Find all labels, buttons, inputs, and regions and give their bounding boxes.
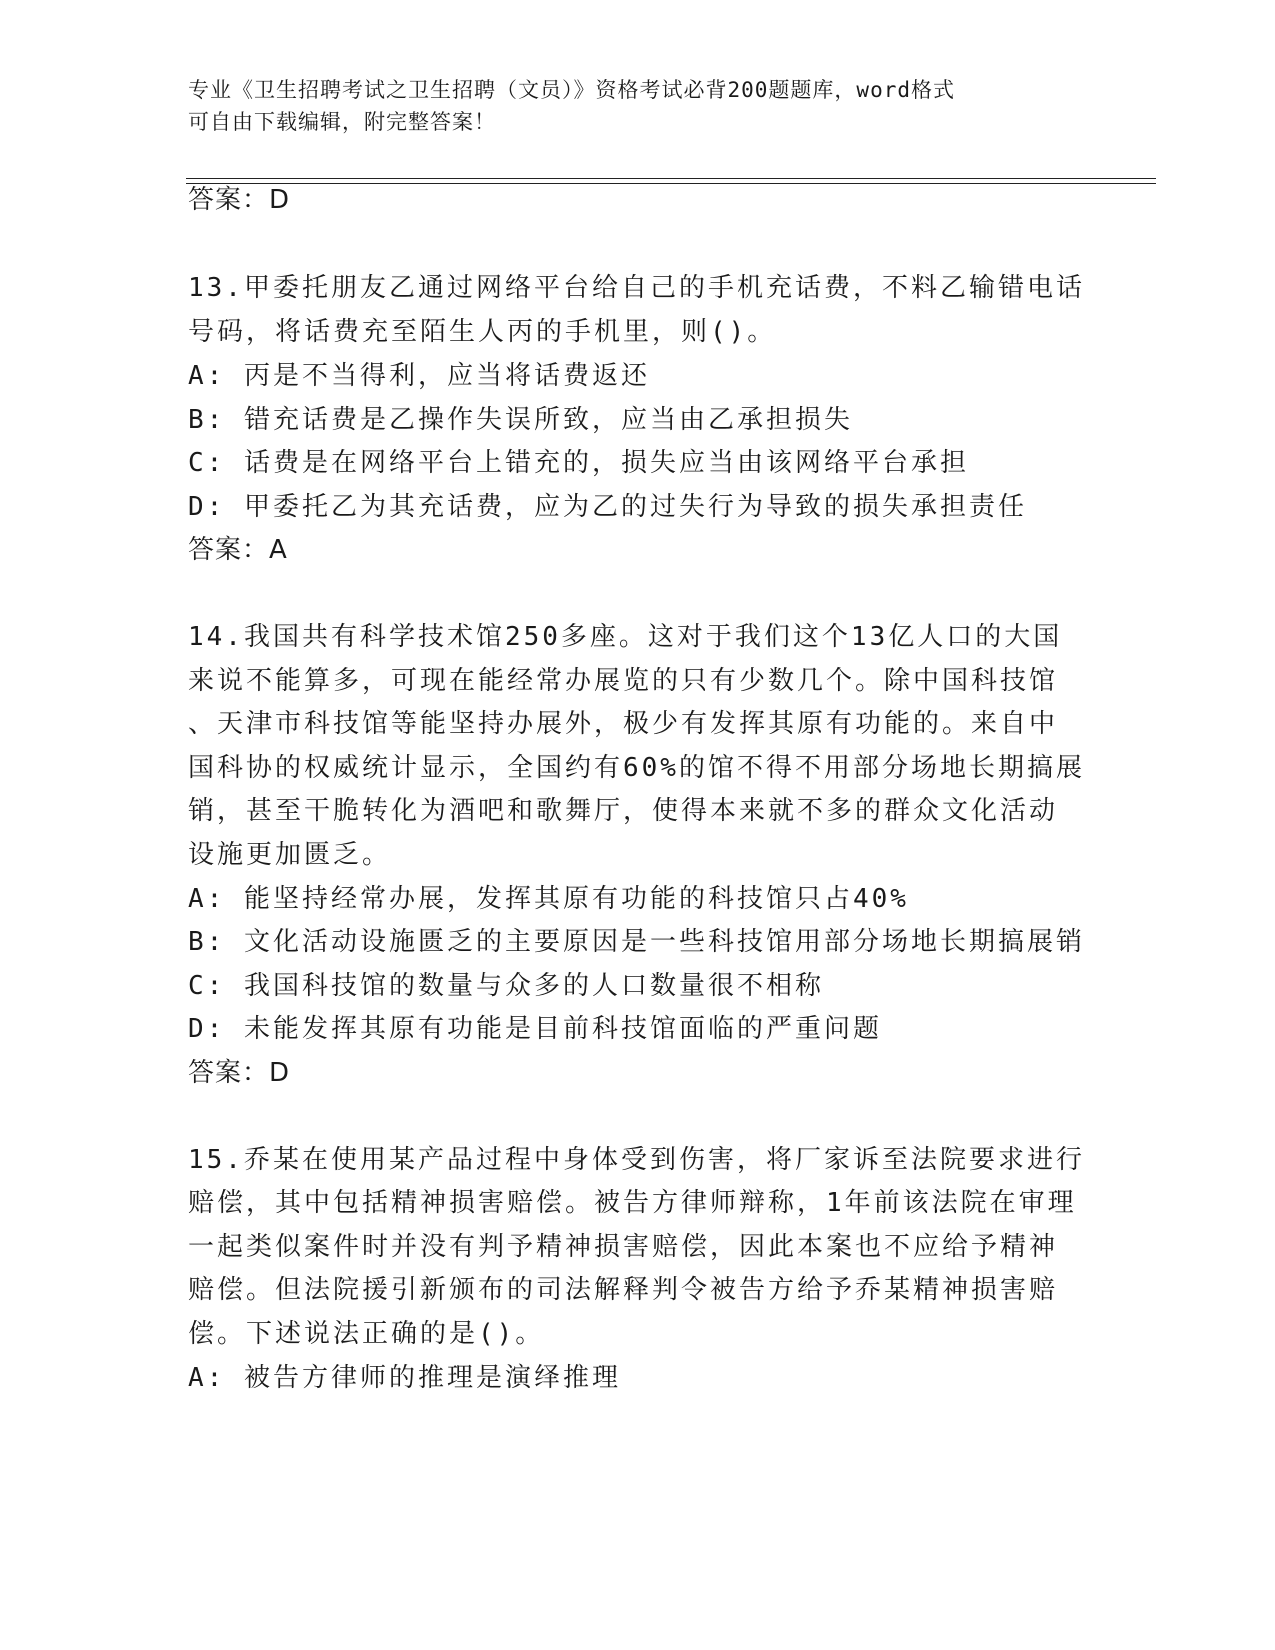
question-text-line: 偿。下述说法正确的是()。 (188, 1319, 545, 1349)
option-a: A: 能坚持经常办展，发挥其原有功能的科技馆只占40% (188, 884, 909, 914)
option-b: B: 文化活动设施匮乏的主要原因是一些科技馆用部分场地长期搞展销 (188, 927, 1085, 957)
header-line-2: 可自由下载编辑，附完整答案！ (188, 110, 496, 134)
previous-answer: 答案：D (188, 185, 291, 215)
option-d: D: 甲委托乙为其充话费，应为乙的过失行为导致的损失承担责任 (188, 492, 1027, 522)
question-text-line: 赔偿，其中包括精神损害赔偿。被告方律师辩称，1年前该法院在审理 (188, 1188, 1077, 1218)
option-a: A: 丙是不当得利，应当将话费返还 (188, 361, 650, 391)
question-text-line: 号码，将话费充至陌生人丙的手机里，则()。 (188, 317, 777, 347)
question-text-line: 一起类似案件时并没有判予精神损害赔偿，因此本案也不应给予精神 (188, 1232, 1059, 1262)
question-text-line: 、天津市科技馆等能坚持办展外，极少有发挥其原有功能的。来自中 (188, 709, 1059, 739)
question-text-line: 14.我国共有科学技术馆250多座。这对于我们这个13亿人口的大国 (188, 622, 1063, 652)
answer-label: 答案：D (188, 1058, 291, 1088)
option-b: B: 错充话费是乙操作失误所致，应当由乙承担损失 (188, 405, 853, 435)
question-text-line: 15.乔某在使用某产品过程中身体受到伤害，将厂家诉至法院要求进行 (188, 1145, 1085, 1175)
question-text-line: 赔偿。但法院援引新颁布的司法解释判令被告方给予乔某精神损害赔 (188, 1275, 1059, 1305)
header-divider-top (186, 178, 1156, 179)
question-text-line: 13.甲委托朋友乙通过网络平台给自己的手机充话费，不料乙输错电话 (188, 273, 1085, 303)
option-c: C: 我国科技馆的数量与众多的人口数量很不相称 (188, 971, 824, 1001)
answer-label: 答案：A (188, 535, 288, 565)
question-text-line: 来说不能算多，可现在能经常办展览的只有少数几个。除中国科技馆 (188, 666, 1059, 696)
option-a: A: 被告方律师的推理是演绎推理 (188, 1363, 621, 1393)
question-text-line: 设施更加匮乏。 (188, 840, 392, 870)
option-c: C: 话费是在网络平台上错充的，损失应当由该网络平台承担 (188, 448, 969, 478)
question-text-line: 销，甚至干脆转化为酒吧和歌舞厅，使得本来就不多的群众文化活动 (188, 796, 1059, 826)
option-d: D: 未能发挥其原有功能是目前科技馆面临的严重问题 (188, 1014, 882, 1044)
question-text-line: 国科协的权威统计显示，全国约有60%的馆不得不用部分场地长期搞展 (188, 753, 1085, 783)
document-header (188, 74, 1068, 138)
header-line-1: 专业《卫生招聘考试之卫生招聘（文员）》资格考试必背200题题库，word格式 (188, 78, 955, 102)
header-divider-bottom (186, 183, 1156, 184)
